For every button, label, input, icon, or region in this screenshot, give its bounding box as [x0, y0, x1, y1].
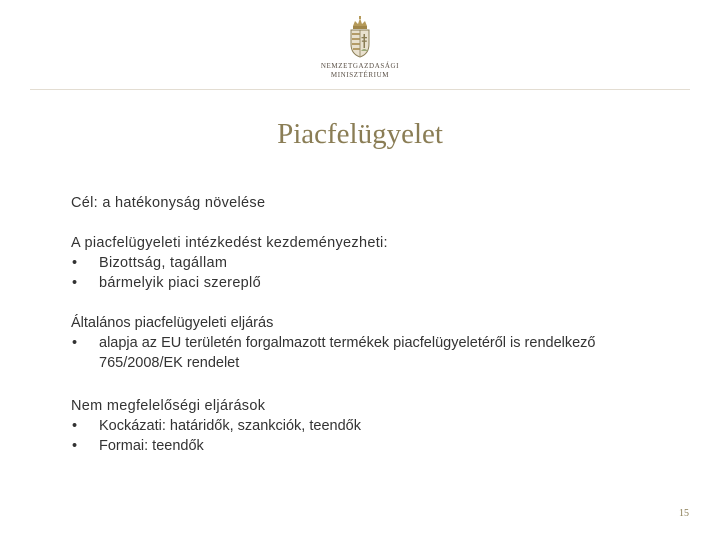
bullet-point: •: [72, 438, 78, 454]
bullet-point: •: [72, 418, 78, 434]
slide-content: [71, 193, 671, 456]
list-item-text: Bizottság, tagállam: [99, 255, 228, 271]
nonconformity-block: [71, 396, 671, 456]
slide-title: Piacfelügyelet: [277, 118, 443, 150]
list-item-text: bármelyik piaci szereplő: [99, 275, 261, 291]
list-item: [71, 436, 671, 456]
list-item: [71, 333, 659, 373]
general-procedure-block: [71, 313, 671, 373]
bullet-point: •: [72, 275, 78, 291]
list-item-text: Kockázati: határidők, szankciók, teendők: [99, 418, 361, 434]
ministry-name-line1: NEMZETGAZDASÁGI: [320, 62, 400, 70]
nonconformity-heading: Nem megfelelőségi eljárások: [71, 398, 266, 414]
goal-block: [71, 193, 671, 213]
bullet-point: •: [72, 255, 78, 271]
initiators-block: [71, 233, 671, 293]
ministry-logo: [300, 16, 420, 80]
bullet-point: •: [72, 335, 78, 351]
goal-text: Cél: a hatékonyság növelése: [71, 195, 266, 211]
ministry-name-line2: MINISZTÉRIUM: [330, 71, 390, 79]
hungarian-coat-of-arms-icon: [348, 16, 372, 58]
initiators-heading: A piacfelügyeleti intézkedést kezdeményezheti:: [71, 235, 388, 251]
list-item-text: alapja az EU területén forgalmazott termékek piacfelügyeletéről is rendelkező 765/2008/EK rendelet: [99, 335, 596, 371]
list-item-text: Formai: teendők: [99, 438, 204, 454]
list-item: [71, 273, 671, 293]
list-item: [71, 253, 671, 273]
general-procedure-heading: Általános piacfelügyeleti eljárás: [71, 315, 274, 331]
list-item: [71, 416, 671, 436]
page-number: 15: [679, 508, 689, 519]
header-divider: [30, 89, 690, 90]
